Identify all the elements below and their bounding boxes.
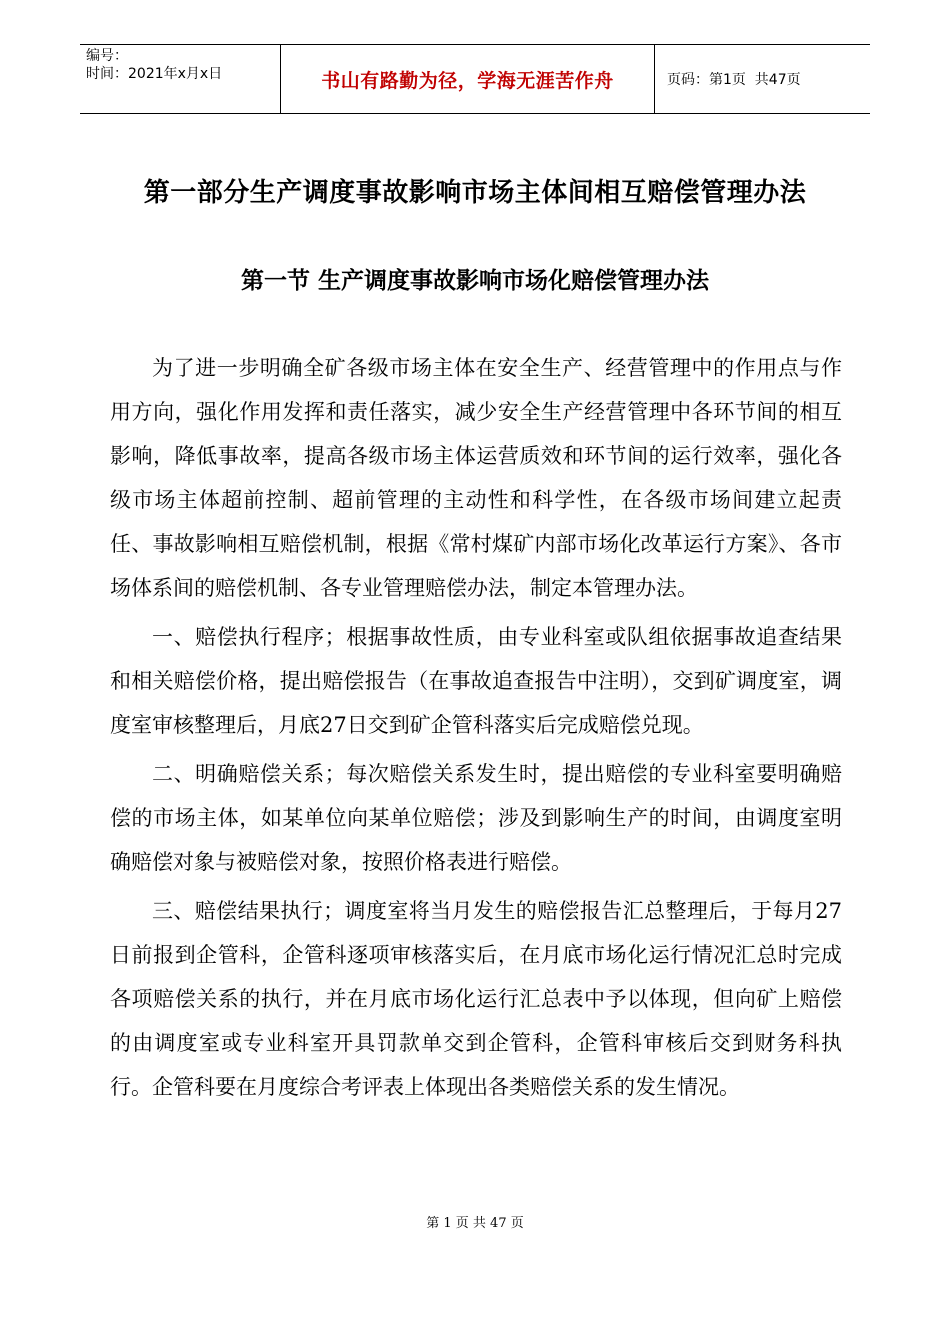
page-footer: 第 1 页 共 47 页	[426, 1216, 524, 1231]
paragraph-execution: 三、赔偿结果执行；调度室将当月发生的赔偿报告汇总整理后，于每月27日前报到企管科，企管科逐项审核落实后，在月底市场化运行情况汇总时完成各项赔偿关系的执行，并在月底市场化运行汇总表中予以体现，但向矿上赔偿的由调度室或专业科室开具罚款单交到企管科，企管科审核后交到财务科执行。企管科要在月度综合考评表上体现出各类赔偿关系的发生情况。	[110, 899, 842, 1099]
page-header	[80, 44, 870, 114]
document-body	[110, 346, 842, 1109]
header-motto: 书山有路勤为径，学海无涯苦作舟	[281, 45, 655, 113]
header-meta	[80, 45, 281, 113]
paragraph-procedure: 一、赔偿执行程序；根据事故性质，由专业科室或队组依据事故追查结果和相关赔偿价格，提出赔偿报告（在事故追查报告中注明），交到矿调度室，调度室审核整理后，月底27日交到矿企管科落实后完成赔偿兑现。	[110, 625, 842, 737]
paragraph-relationship: 二、明确赔偿关系；每次赔偿关系发生时，提出赔偿的专业科室要明确赔偿的市场主体，如某单位向某单位赔偿；涉及到影响生产的时间，由调度室明确赔偿对象与被赔偿对象，按照价格表进行赔偿。	[110, 762, 842, 874]
header-page-info	[655, 45, 870, 113]
document-title: 第一部分生产调度事故影响市场主体间相互赔偿管理办法	[143, 178, 807, 208]
header-page-text: 页码：第1页 共47页	[667, 72, 801, 88]
paragraph-intro: 为了进一步明确全矿各级市场主体在安全生产、经营管理中的作用点与作用方向，强化作用发挥和责任落实，减少安全生产经营管理中各环节间的相互影响，降低事故率，提高各级市场主体运营质效和环节间的运行效率，强化各级市场主体超前控制、超前管理的主动性和科学性，在各级市场间建立起责任、事故影响相互赔偿机制，根据《常村煤矿内部市场化改革运行方案》、各市场体系间的赔偿机制、各专业管理赔偿办法，制定本管理办法。	[110, 356, 842, 600]
section-subtitle: 第一节 生产调度事故影响市场化赔偿管理办法	[240, 268, 709, 294]
document-time: 时间：2021年x月x日	[86, 66, 223, 82]
document-number-label: 编号：	[86, 48, 128, 64]
